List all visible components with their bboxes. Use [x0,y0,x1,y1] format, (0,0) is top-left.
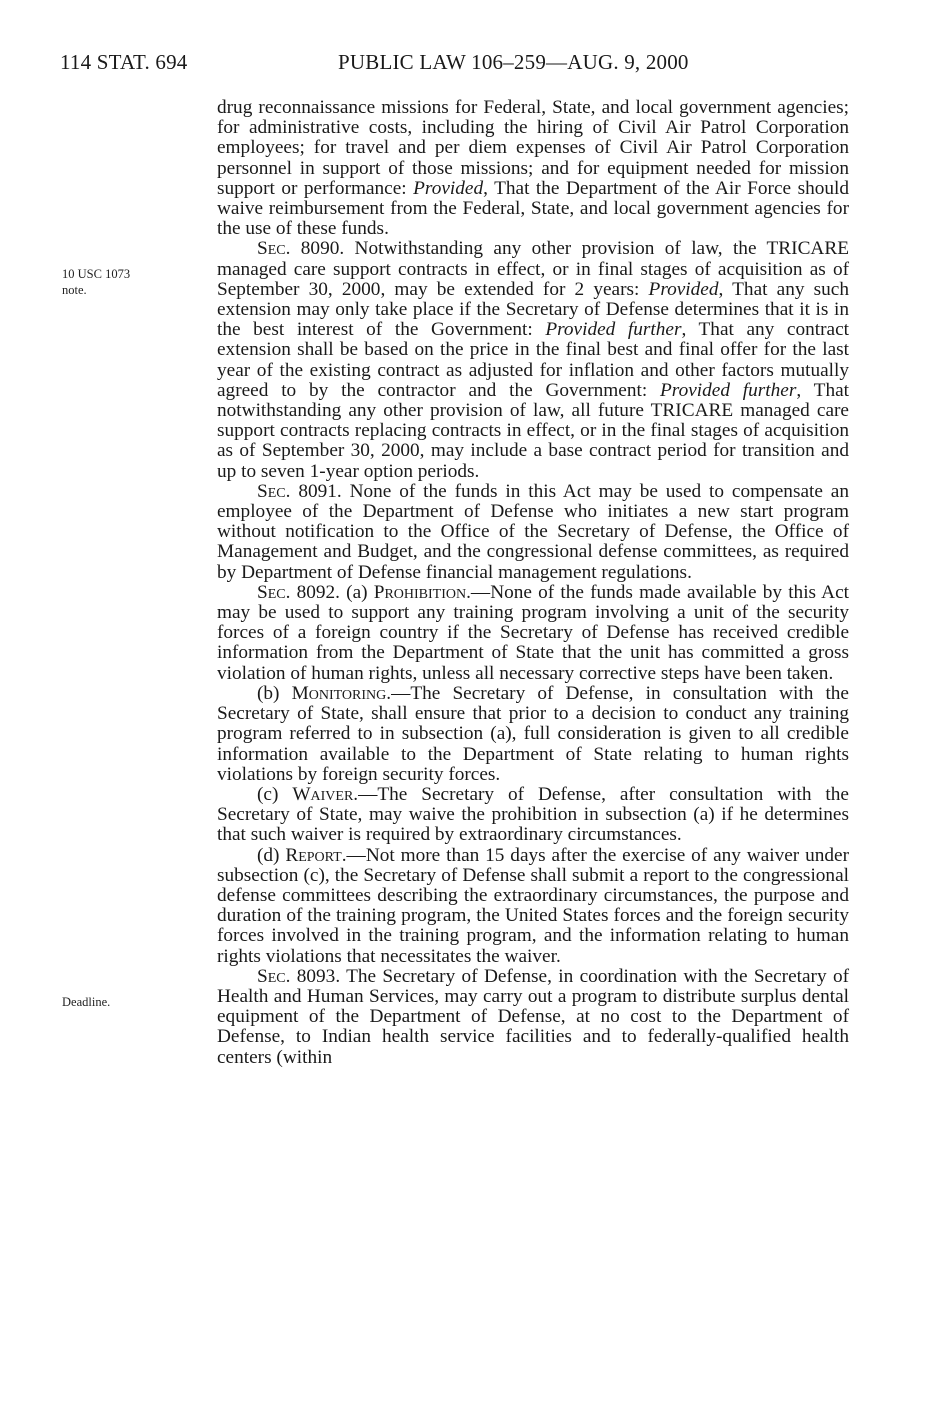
margin-note-usc [62,266,130,298]
subsection-heading: Monitoring. [291,682,392,704]
stat-page-number: 114 STAT. 694 [60,50,188,74]
public-law-citation: PUBLIC LAW 106–259—AUG. 9, 2000 [338,50,689,74]
section-8090: Sec. 8090. Notwithstanding any other provision of law, the TRICARE managed care support contracts in effect, or in final stages of acquisition as of September 30, 2000, may be extended for 2 years: Provided, That any such extension may only take place if the Secretary of Defense determines that it is in the best interest of the Government: Provided further, That any contract extension shall be based on the price in the final best and final offer for the last year of the existing contract as adjusted for inflation and other factors mutually agreed to by the contractor and the Government: Provided further, That notwithstanding any other provision of law, all future TRICARE managed care support contracts replacing contracts in effect, or in the final stages of acquisition as of September 30, 2000, may include a base contract period for transition and up to seven 1-year option periods. [217,238,849,482]
section-8092-b: (b) Monitoring.—The Secretary of Defense, in consultation with the Secretary of State, shall ensure that prior to a decision to conduct any training program referred to in subsection (a), full consideration is given to all credible information available to the Department of State relating to human rights violations by foreign security forces. [217,682,849,785]
body-text [217,98,849,1068]
provided-italic: Provided [413,177,484,199]
paragraph-continuation: drug reconnaissance missions for Federal, State, and local government agencies; for administrative costs, including the hiring of Civil Air Patrol Corporation employees; for travel and per diem expenses of Civil Air Patrol Corporation personnel in support of those missions; and for equipment needed for mission support or performance: Provided, That the Department of the Air Force should waive reimbursement from the Federal, State, and local government agencies for the use of these funds. [217,97,850,240]
subsection-heading: Prohibition. [373,581,471,603]
section-8092-d: (d) Report.—Not more than 15 days after the exercise of any waiver under subsection (c), the Secretary of Defense shall submit a report to the congressional defense committees describing the extraordinary circumstances, the purpose and duration of the training program, the United States forces and the foreign security forces involved in the training program, and the information relating to human rights violations that necessitates the waiver. [217,844,849,967]
section-label: Sec. 8091. [257,480,342,502]
section-8091: Sec. 8091. None of the funds in this Act may be used to compensate an employee of the Department of Defense who initiates a new start program without notification to the Office of the Secretary of Defense, the Office of Management and Budget, and the congressional defense committees, as required by Department of Defense financial management regulations. [217,480,849,583]
section-8092-c: (c) Waiver.—The Secretary of Defense, after consultation with the Secretary of State, may waive the prohibition in subsection (a) if he determines that such waiver is required by extraordinary circumstances. [217,783,849,846]
section-8093: Sec. 8093. The Secretary of Defense, in coordination with the Secretary of Health and Human Services, may carry out a program to distribute surplus dental equipment of the Department of Defense, at no cost to the Department of Defense, to Indian health service facilities and to federally-qualified health centers (within [217,965,850,1068]
margin-note-usc-line1: 10 USC 1073 [62,267,131,281]
section-8092-a: Sec. 8092. (a) Prohibition.—None of the funds made available by this Act may be used to support any training program involving a unit of the security forces of a foreign country if the Secretary of Defense has received credible information from the Department of State that the unit has committed a gross violation of human rights, unless all necessary corrective steps have been taken. [217,581,849,684]
margin-note-deadline: Deadline. [62,995,111,1009]
margin-note-usc-line2: note. [62,283,87,297]
section-label: Sec. 8092. [257,581,340,603]
subsection-heading: Waiver. [292,783,359,805]
page-header [60,50,888,80]
section-label: Sec. 8093. [257,965,341,987]
section-label: Sec. 8090. [257,238,345,260]
subsection-heading: Report. [285,844,347,866]
